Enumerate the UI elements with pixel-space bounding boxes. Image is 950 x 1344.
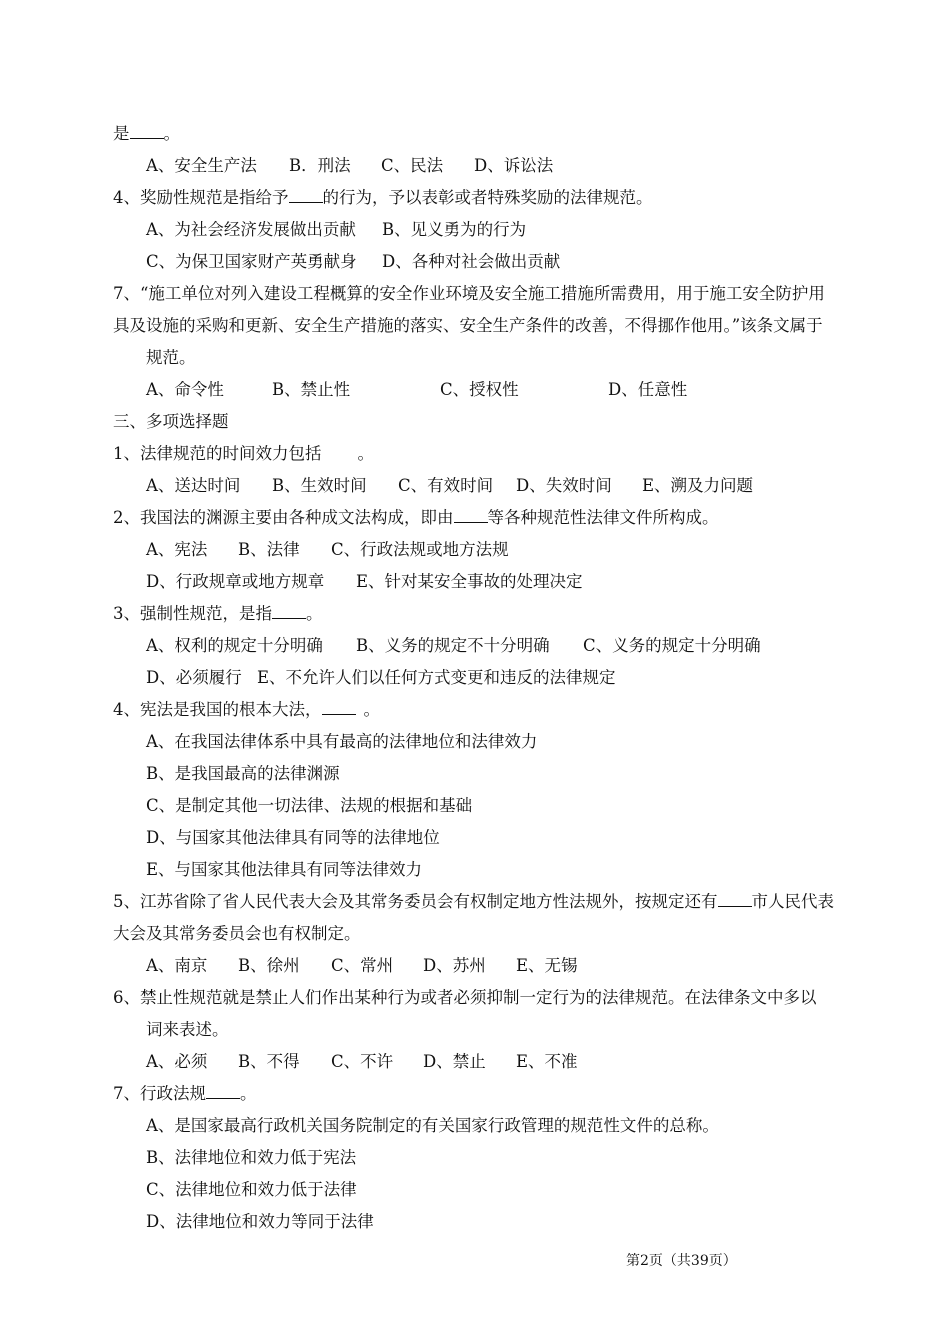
option-b: B、法律 (238, 540, 300, 559)
question-text-end: 。 (240, 1084, 257, 1103)
option-d: D、苏州 (423, 956, 486, 975)
option-a: A、为社会经济发展做出贡献 (146, 220, 356, 239)
option-e: E、不准 (516, 1052, 578, 1071)
multi-question-6-line2: 词来表述。 (146, 1020, 229, 1039)
option-a: A、命令性 (146, 380, 224, 399)
option-e: E、与国家其他法律具有同等法律效力 (146, 860, 423, 879)
option-d: D、任意性 (608, 380, 688, 399)
section-title: 三、多项选择题 (113, 412, 229, 431)
question-7-line1: 7、“施工单位对列入建设工程概算的安全作业环境及安全施工措施所需费用，用于施工安全防护用 (113, 284, 825, 303)
question-text: 1、法律规范的时间效力包括 (113, 444, 322, 463)
option-b: B、义务的规定不十分明确 (356, 636, 550, 655)
question-text-end: 市人民代表 (751, 892, 834, 911)
question-text: 4、奖励性规范是指给予 (113, 188, 289, 207)
multi-question-3 (113, 604, 323, 624)
option-a: A、宪法 (146, 540, 208, 559)
question-7-line3: 规范。 (146, 348, 196, 367)
option-c: C、常州 (331, 956, 394, 975)
page-number-footer: 第2页（共39页） (626, 1253, 737, 1269)
question-7-line2: 具及设施的采购和更新、安全生产措施的落实、安全生产条件的改善，不得挪作他用。”该条文属于 (113, 316, 823, 335)
multi-question-7 (113, 1084, 257, 1104)
option-e: E、不允许人们以任何方式变更和违反的法律规定 (257, 668, 616, 687)
option-e: E、无锡 (516, 956, 578, 975)
question-text-end: 等各种规范性法律文件所构成。 (487, 508, 719, 527)
answer-blank (454, 508, 488, 523)
option-a: A、在我国法律体系中具有最高的法律地位和法律效力 (146, 732, 538, 751)
answer-blank (272, 604, 306, 619)
option-b: B、见义勇为的行为 (382, 220, 527, 239)
answer-blank (289, 188, 323, 203)
option-c: C、是制定其他一切法律、法规的根据和基础 (146, 796, 473, 815)
option-b: B、徐州 (238, 956, 300, 975)
option-a: A、南京 (146, 956, 208, 975)
question-text: 7、行政法规 (113, 1084, 206, 1103)
option-d: D、必须履行 (146, 668, 242, 687)
question-text-end: 的行为，予以表彰或者特殊奖励的法律规范。 (322, 188, 653, 207)
option-e: E、针对某安全事故的处理决定 (356, 572, 583, 591)
option-d: D、诉讼法 (474, 156, 554, 175)
answer-blank (718, 892, 752, 907)
option-c: C、民法 (381, 156, 444, 175)
question-text: 3、强制性规范，是指 (113, 604, 272, 623)
option-c: C、行政法规或地方法规 (331, 540, 509, 559)
option-a: A、是国家最高行政机关国务院制定的有关国家行政管理的规范性文件的总称。 (146, 1116, 719, 1135)
question-text: 2、我国法的渊源主要由各种成文法构成，即由 (113, 508, 454, 527)
question-text-end: 。 (163, 124, 180, 143)
option-c: C、授权性 (440, 380, 519, 399)
multi-question-2 (113, 508, 719, 528)
option-b: B、是我国最高的法律渊源 (146, 764, 340, 783)
option-c: C、为保卫国家财产英勇献身 (146, 252, 357, 271)
option-d: D、法律地位和效力等同于法律 (146, 1212, 374, 1231)
option-b: B．刑法 (289, 156, 351, 175)
multi-question-5 (113, 892, 834, 912)
option-d: D、行政规章或地方规章 (146, 572, 325, 591)
option-b: B、不得 (238, 1052, 300, 1071)
option-a: A、安全生产法 (146, 156, 257, 175)
answer-blank (322, 700, 356, 715)
answer-blank (130, 124, 164, 139)
question-text-end: 。 (363, 700, 380, 719)
answer-blank (206, 1084, 240, 1099)
option-c: C、义务的规定十分明确 (583, 636, 761, 655)
multi-question-4 (113, 700, 380, 720)
question-4 (113, 188, 653, 208)
multi-question-1 (113, 444, 374, 464)
option-d: D、各种对社会做出贡献 (382, 252, 561, 271)
question-text-end: 。 (306, 604, 323, 623)
question-text: 4、宪法是我国的根本大法， (113, 700, 322, 719)
option-e: E、溯及力问题 (642, 476, 754, 495)
option-c: C、不许 (331, 1052, 394, 1071)
option-b: B、禁止性 (272, 380, 351, 399)
option-d: D、失效时间 (516, 476, 612, 495)
option-b: B、法律地位和效力低于宪法 (146, 1148, 357, 1167)
question-text: 5、江苏省除了省人民代表大会及其常务委员会有权制定地方性法规外，按规定还有 (113, 892, 718, 911)
question-tail (113, 124, 180, 144)
option-a: A、送达时间 (146, 476, 241, 495)
question-text: 是 (113, 124, 130, 143)
multi-question-6-line1: 6、禁止性规范就是禁止人们作出某种行为或者必须抑制一定行为的法律规范。在法律条文中多以 (113, 988, 817, 1007)
option-d: D、与国家其他法律具有同等的法律地位 (146, 828, 440, 847)
option-a: A、必须 (146, 1052, 208, 1071)
question-text-line2: 大会及其常务委员会也有权制定。 (113, 924, 361, 943)
option-d: D、禁止 (423, 1052, 486, 1071)
option-c: C、有效时间 (398, 476, 494, 495)
option-a: A、权利的规定十分明确 (146, 636, 323, 655)
option-c: C、法律地位和效力低于法律 (146, 1180, 357, 1199)
question-text-end: 。 (357, 444, 374, 463)
option-b: B、生效时间 (272, 476, 367, 495)
